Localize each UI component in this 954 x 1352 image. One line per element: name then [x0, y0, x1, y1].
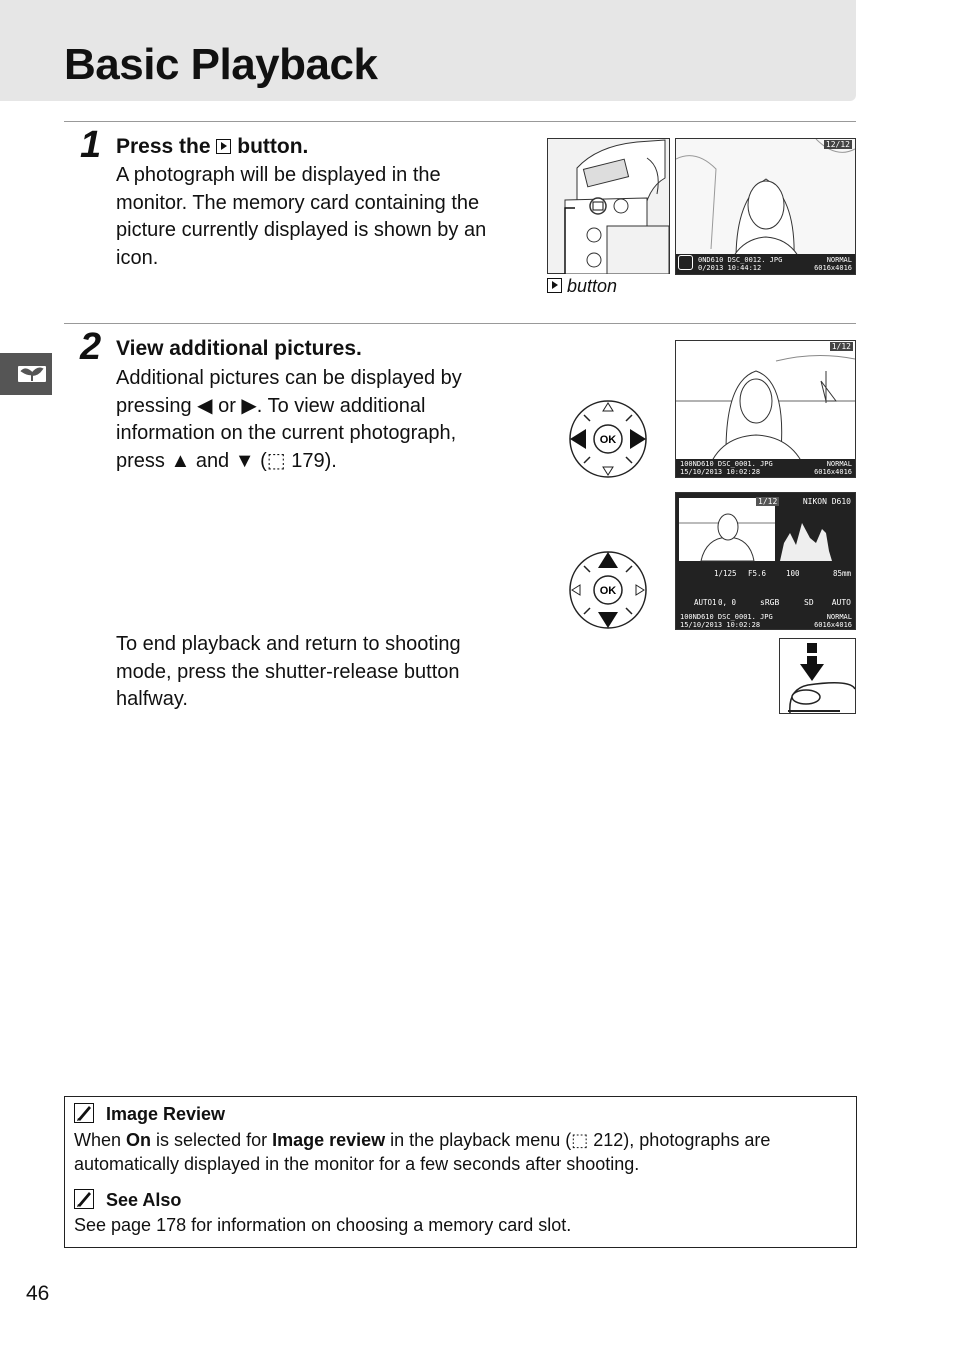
svg-text:OK: OK — [599, 585, 617, 597]
body-line: pressing ◀ or ▶. To view additional — [116, 394, 426, 417]
note-box — [64, 1096, 857, 1248]
quality: NORMAL — [826, 613, 852, 621]
active-d-lighting: AUTO — [831, 598, 851, 607]
multi-selector-icon — [568, 550, 648, 630]
note-heading: Image Review — [106, 1104, 226, 1124]
multi-selector-icon — [568, 399, 648, 479]
quality: NORMAL — [826, 460, 852, 468]
pencil-note-icon — [74, 1103, 94, 1123]
step-body — [116, 365, 536, 475]
step-number: 2 — [80, 326, 102, 368]
screen-info — [680, 613, 773, 629]
page-header — [0, 0, 856, 101]
info-screen — [675, 492, 856, 630]
memory-card-icon — [678, 255, 693, 270]
step-number: 1 — [80, 124, 102, 166]
image-size: 6016x4016 — [814, 264, 852, 272]
chapter-tab — [0, 353, 52, 395]
picture-control: SD — [804, 598, 814, 607]
caption-text: button — [567, 276, 618, 296]
iso: 100 — [786, 569, 800, 578]
svg-text:OK: OK — [599, 434, 617, 446]
screen-info-right — [814, 460, 852, 476]
button-caption — [547, 276, 617, 297]
note-text: When On is selected for Image review in the playback menu (⬚ 212), photographs are automatically displayed in the monitor for a few seconds after shooting. — [74, 1130, 771, 1174]
frame-counter: 1/12 — [758, 497, 778, 506]
file-name: 100ND610 DSC_0001. JPG — [680, 613, 773, 621]
date-time: 15/10/2013 10:02:28 — [680, 468, 761, 476]
screen-info — [680, 460, 773, 476]
end-playback-text: To end playback and return to shooting mode, press the shutter-release button halfway. — [116, 633, 461, 710]
white-balance: AUTO1 — [694, 598, 717, 607]
step-body: A photograph will be displayed in the monitor. The memory card containing the picture currently displayed is shown by an icon. — [116, 164, 487, 269]
camera-model: NIKON D610 — [802, 497, 851, 506]
date-time: 0/2013 10:44:12 — [698, 264, 762, 272]
page-title: Basic Playback — [64, 40, 378, 89]
screen-info-right — [814, 256, 852, 272]
pencil-note-icon — [74, 1189, 94, 1209]
body-line: information on the current photograph, — [116, 422, 457, 444]
focal-length: 85mm — [832, 569, 851, 578]
frame-counter: 1/12 — [831, 342, 851, 351]
date-time: 15/10/2013 10:02:28 — [680, 621, 761, 629]
screen-info — [698, 256, 782, 272]
playback-screen-1 — [675, 138, 856, 275]
image-size: 6016x4016 — [814, 621, 852, 629]
shutter-speed: 1/125 — [714, 569, 737, 578]
image-size: 6016x4016 — [814, 468, 852, 476]
note-text: See page 178 for information on choosing a memory card slot. — [74, 1215, 572, 1235]
exposure-comp: 0, 0 — [718, 598, 737, 607]
divider — [64, 121, 856, 122]
note-heading: See Also — [106, 1190, 182, 1210]
color-space: sRGB — [760, 598, 780, 607]
step-title-pre: Press the — [116, 135, 211, 158]
body-line: Additional pictures can be displayed by — [116, 367, 462, 389]
camera-back-illustration — [547, 138, 670, 274]
page-number: 46 — [26, 1282, 50, 1305]
file-name: 100ND610 DSC_0001. JPG — [680, 460, 773, 468]
shutter-release-icon — [779, 638, 856, 714]
playback-button-icon — [216, 139, 231, 154]
playback-screen-2 — [675, 340, 856, 478]
frame-counter: 12/12 — [825, 140, 850, 149]
step-title: View additional pictures. — [116, 337, 362, 360]
chapter-tab-icon — [0, 353, 52, 395]
aperture: F5.6 — [748, 569, 767, 578]
divider — [64, 323, 856, 324]
step-title — [116, 134, 308, 160]
file-name: 0ND610 DSC_0012. JPG — [698, 256, 783, 264]
step-title-post: button. — [237, 135, 309, 158]
body-line: press ▲ and ▼ (⬚ 179). — [116, 449, 337, 472]
quality: NORMAL — [826, 256, 852, 264]
screen-info-right — [814, 613, 852, 629]
playback-button-icon — [547, 278, 562, 293]
